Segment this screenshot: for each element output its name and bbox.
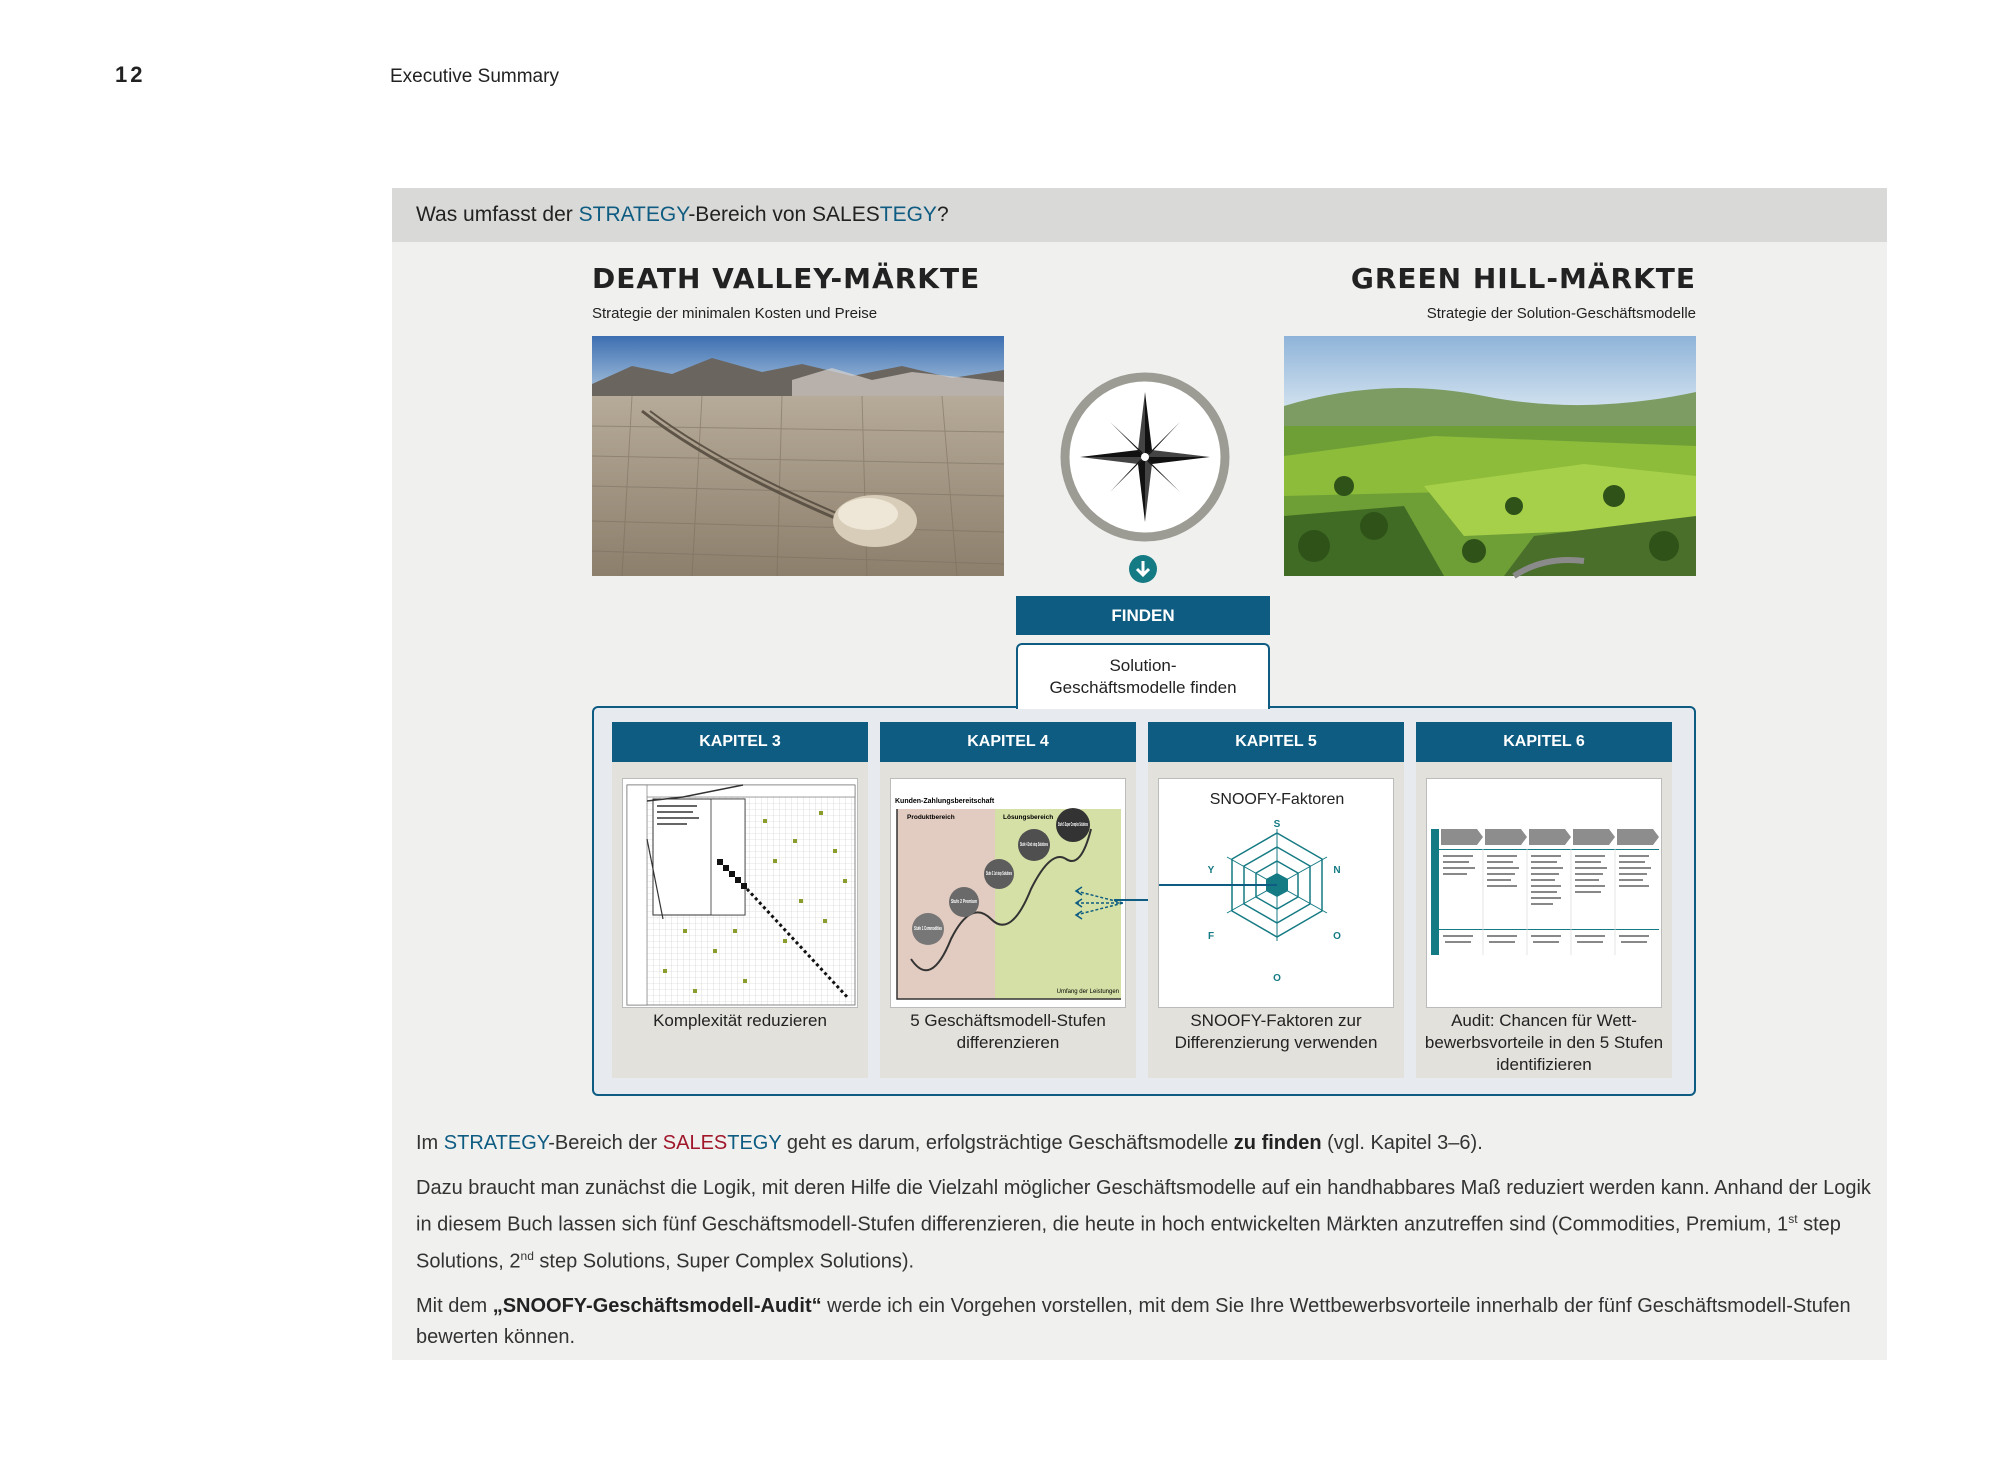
- chapter-5-caption: SNOOFY-Faktoren zur Differenzierung verwenden: [1174, 1011, 1378, 1052]
- fig4-top-label: Kunden-Zahlungsbereitschaft: [895, 798, 995, 805]
- p3-bold: „SNOOFY-Geschäftsmodell-Audit“: [492, 1295, 822, 1318]
- p1-mid2: geht es darum, erfolgsträchtige Geschäftsmodelle: [781, 1132, 1234, 1154]
- chapter-3-caption: Komplexität reduzieren: [653, 1011, 827, 1030]
- p1-mid: -Bereich der: [548, 1132, 663, 1154]
- fig4-stage-5: Stufe 5 Super Complex Solutions: [1058, 822, 1089, 828]
- paragraph-2: [416, 1173, 1876, 1277]
- snoofy-axis-s: S: [1273, 819, 1281, 830]
- chapter-5-card: [1148, 722, 1404, 1078]
- snoofy-axis-f: F: [1207, 931, 1215, 942]
- chapter-3-card: [612, 722, 868, 1078]
- snoofy-radar-figure: [1158, 778, 1394, 1008]
- info-box-title: [416, 203, 949, 227]
- paragraph-1: [416, 1128, 1876, 1159]
- p2-b: step Solutions, 2: [416, 1213, 1841, 1273]
- chapter-3-tab: KAPITEL 3: [612, 722, 868, 762]
- snoofy-title: SNOOFY-Faktoren: [1209, 791, 1345, 808]
- p1-tegy: TEGY: [727, 1132, 782, 1154]
- p3-end: werde ich ein Vorgehen vorstellen, mit dem Sie Ihre Wettbewerbsvorteile innerhalb der fünf Geschäftsmodell-Stufen bewerten können.: [416, 1295, 1851, 1349]
- audit-table-figure: [1426, 778, 1662, 1008]
- green-hill-subtitle: Strategie der Solution-Geschäftsmodelle: [1426, 305, 1696, 322]
- body-text: [416, 1128, 1876, 1367]
- page-number: 12: [115, 62, 146, 87]
- arrow-down-icon: [1128, 554, 1158, 584]
- fig4-stage-2: Stufe 2 Premium: [951, 899, 978, 905]
- chapter-4-tab: KAPITEL 4: [880, 722, 1136, 762]
- death-valley-photo: [592, 336, 1004, 576]
- p1-sales: SALES: [662, 1132, 728, 1154]
- running-head: Executive Summary: [390, 66, 559, 87]
- green-hill-title: GREEN HILL-MÄRKTE: [1350, 262, 1696, 295]
- p1-end: (vgl. Kapitel 3–6).: [1321, 1132, 1483, 1154]
- snoofy-axis-n: N: [1333, 865, 1341, 876]
- complexity-matrix-figure: [622, 778, 858, 1008]
- compass-icon: [1058, 370, 1232, 544]
- title-tegy: TEGY: [879, 203, 937, 226]
- chapter-6-tab: KAPITEL 6: [1416, 722, 1672, 762]
- p2-sup1: st: [1788, 1212, 1798, 1226]
- p3-pre: Mit dem: [416, 1295, 493, 1318]
- chapter-6-card: [1416, 722, 1672, 1078]
- green-hill-photo: [1284, 336, 1696, 576]
- chapter-6-caption: Audit: Chancen für Wett-bewerbsvorteile in den 5 Stufen identifizieren: [1424, 1011, 1664, 1074]
- p2-c: step Solutions, Super Complex Solutions).: [533, 1250, 915, 1273]
- fig4-stage-1: Stufe 1 Commodities: [914, 926, 943, 932]
- fig4-zone2-label: Lösungsbereich: [1003, 814, 1054, 821]
- business-model-stages-figure: [890, 778, 1126, 1008]
- p1-bold: zu finden: [1233, 1132, 1322, 1154]
- finden-box-text: Solution-Geschäftsmodelle finden: [1049, 656, 1237, 697]
- paragraph-3: [416, 1291, 1876, 1353]
- title-strategy: STRATEGY: [578, 203, 689, 226]
- title-text: Was umfasst der: [416, 203, 579, 226]
- title-text-mid: -Bereich von SALES: [688, 203, 880, 226]
- death-valley-title: DEATH VALLEY-MÄRKTE: [592, 262, 981, 295]
- fig4-zone1-label: Produktbereich: [907, 814, 955, 821]
- chapter-5-tab: KAPITEL 5: [1148, 722, 1404, 762]
- chapter-4-caption: 5 Geschäftsmodell-Stufen differenzieren: [910, 1011, 1106, 1052]
- p1-pre: Im: [416, 1132, 444, 1154]
- snoofy-axis-o1: O: [1333, 931, 1341, 942]
- fig4-stage-4: Stufe 4 2nd step Solutions: [1020, 842, 1049, 848]
- death-valley-subtitle: Strategie der minimalen Kosten und Preise: [592, 305, 878, 322]
- snoofy-axis-y: Y: [1207, 865, 1215, 876]
- fig4-x-label: Umfang der Leistungen: [1056, 989, 1119, 995]
- chapter-4-card: [880, 722, 1136, 1078]
- title-end: ?: [936, 203, 949, 226]
- snoofy-axis-o2: O: [1273, 973, 1281, 984]
- finden-box: [1016, 643, 1270, 709]
- p2-a: Dazu braucht man zunächst die Logik, mit deren Hilfe die Vielzahl möglicher Geschäftsmodelle auf ein handhabbares Maß reduziert werden kann. Anhand der Logik in diesem Buch lassen sich fünf Geschäftsmodell-Stufen differenzieren, die heute in hoch entwickelten Märkten anzutreffen sind (Commodities, Premium, 1: [416, 1177, 1871, 1236]
- p2-sup2: nd: [520, 1248, 534, 1263]
- finden-tab: FINDEN: [1016, 596, 1270, 635]
- fig4-stage-3: Stufe 3 1st step Solutions: [986, 871, 1013, 877]
- p1-strategy: STRATEGY: [443, 1132, 549, 1154]
